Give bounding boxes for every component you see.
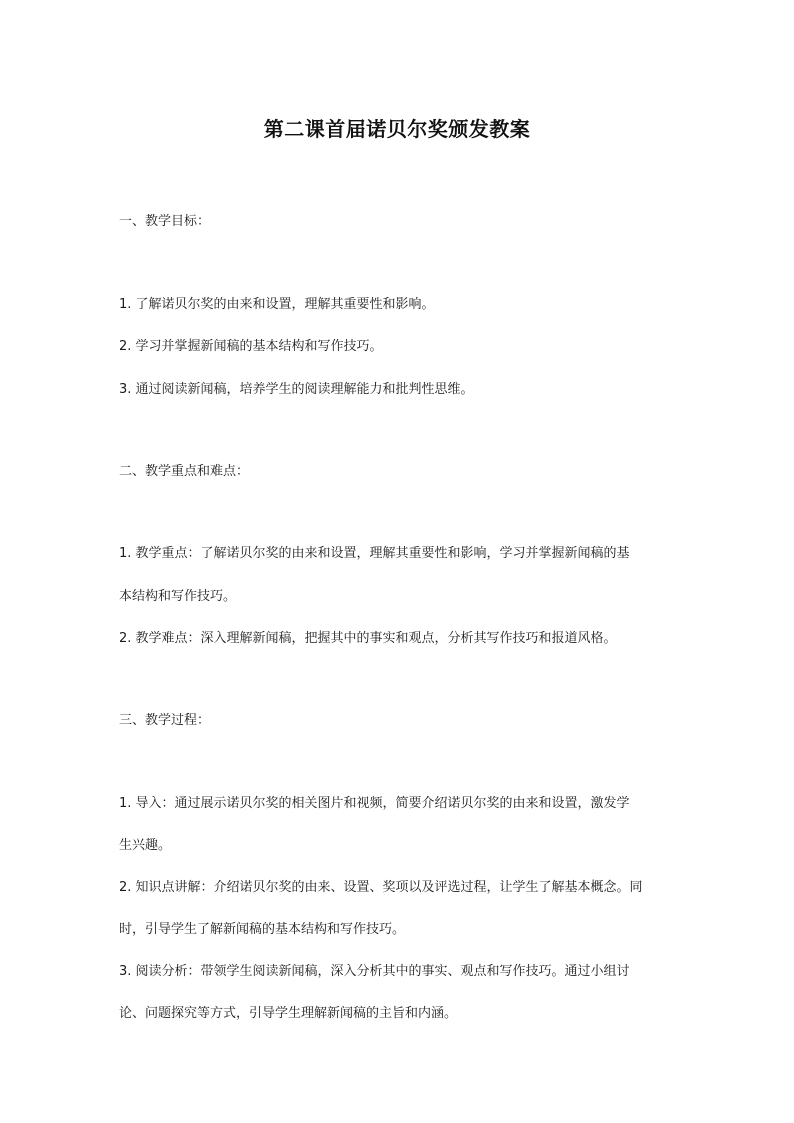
process-item-2-line-1: 2. 知识点讲解：介绍诺贝尔奖的由来、设置、奖项以及评选过程，让学生了解基本概念。同 <box>119 880 643 895</box>
section-heading-objectives: 一、教学目标： <box>119 214 211 229</box>
section-heading-key-points: 二、教学重点和难点： <box>119 464 250 479</box>
document-title: 第二课首届诺贝尔奖颁发教案 <box>263 117 531 141</box>
key-point-item-1-line-1: 1. 教学重点：了解诺贝尔奖的由来和设置，理解其重要性和影响，学习并掌握新闻稿的基 <box>119 546 630 561</box>
process-item-2-line-2: 时，引导学生了解新闻稿的基本结构和写作技巧。 <box>119 922 406 937</box>
objective-item-1: 1. 了解诺贝尔奖的由来和设置，理解其重要性和影响。 <box>119 297 435 312</box>
process-item-3-line-1: 3. 阅读分析：带领学生阅读新闻稿，深入分析其中的事实、观点和写作技巧。通过小组讨 <box>119 964 630 979</box>
key-point-item-1-line-2: 本结构和写作技巧。 <box>119 589 237 604</box>
objective-item-3: 3. 通过阅读新闻稿，培养学生的阅读理解能力和批判性思维。 <box>119 382 474 397</box>
objective-item-2: 2. 学习并掌握新闻稿的基本结构和写作技巧。 <box>119 339 383 354</box>
key-point-item-2: 2. 教学难点：深入理解新闻稿，把握其中的事实和观点，分析其写作技巧和报道风格。 <box>119 631 617 646</box>
section-heading-process: 三、教学过程： <box>119 713 211 728</box>
process-item-1-line-2: 生兴趣。 <box>119 838 172 853</box>
process-item-1-line-1: 1. 导入：通过展示诺贝尔奖的相关图片和视频，简要介绍诺贝尔奖的由来和设置，激发学 <box>119 796 630 811</box>
process-item-3-line-2: 论、问题探究等方式，引导学生理解新闻稿的主旨和内涵。 <box>119 1006 458 1021</box>
